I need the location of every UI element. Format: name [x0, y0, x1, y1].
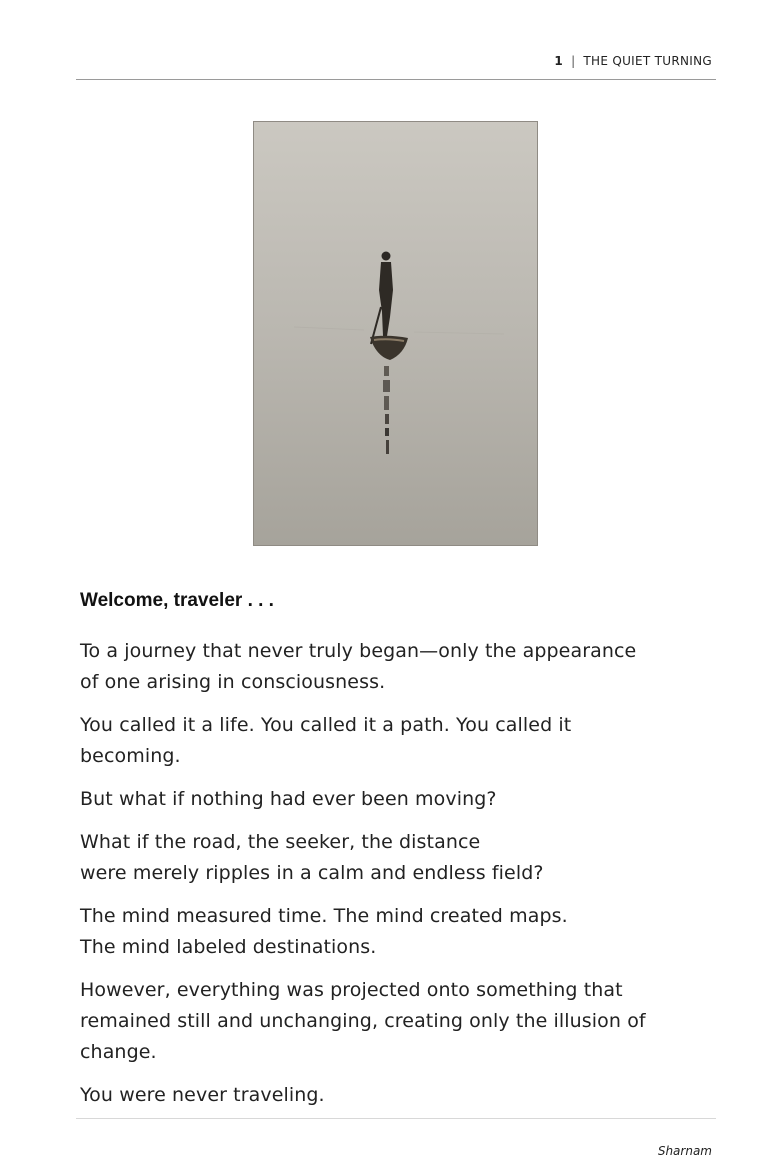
paragraph-1: [80, 636, 720, 698]
paragraph-4: [80, 827, 720, 889]
paragraph-6: [80, 975, 720, 1068]
paragraph-3: [80, 784, 720, 815]
paragraph-7: [80, 1080, 720, 1111]
paragraph-line: becoming.: [80, 745, 181, 767]
running-header: [554, 54, 712, 68]
paragraph-line: were merely ripples in a calm and endless field?: [80, 862, 544, 884]
boatman-photo: [254, 122, 537, 545]
header-rule: [76, 79, 716, 80]
page-body: [80, 586, 720, 1123]
paragraph-line: The mind labeled destinations.: [80, 936, 377, 958]
paragraph-line: of one arising in consciousness.: [80, 671, 386, 693]
paragraph-line: change.: [80, 1041, 157, 1063]
paragraph-2: [80, 710, 720, 772]
paragraph-line: remained still and unchanging, creating only the illusion of: [80, 1010, 646, 1032]
paragraph-5: [80, 901, 720, 963]
paragraph-line: But what if nothing had ever been moving?: [80, 788, 497, 810]
greeting-heading: Welcome, traveler . . .: [80, 590, 274, 611]
header-separator: |: [571, 54, 576, 68]
paragraph-line: You called it a life. You called it a path. You called it: [80, 714, 572, 736]
paragraph-line: To a journey that never truly began—only the appearance: [80, 640, 637, 662]
footer-author: Sharnam: [657, 1144, 712, 1158]
paragraph-line: However, everything was projected onto something that: [80, 979, 623, 1001]
page-number: 1: [554, 54, 564, 68]
footer-rule: [76, 1118, 716, 1119]
chapter-title: THE QUIET TURNING: [583, 54, 712, 68]
paragraph-line: The mind measured time. The mind created maps.: [80, 905, 568, 927]
paragraph-line: What if the road, the seeker, the distance: [80, 831, 481, 853]
paragraph-line: You were never traveling.: [80, 1084, 325, 1106]
